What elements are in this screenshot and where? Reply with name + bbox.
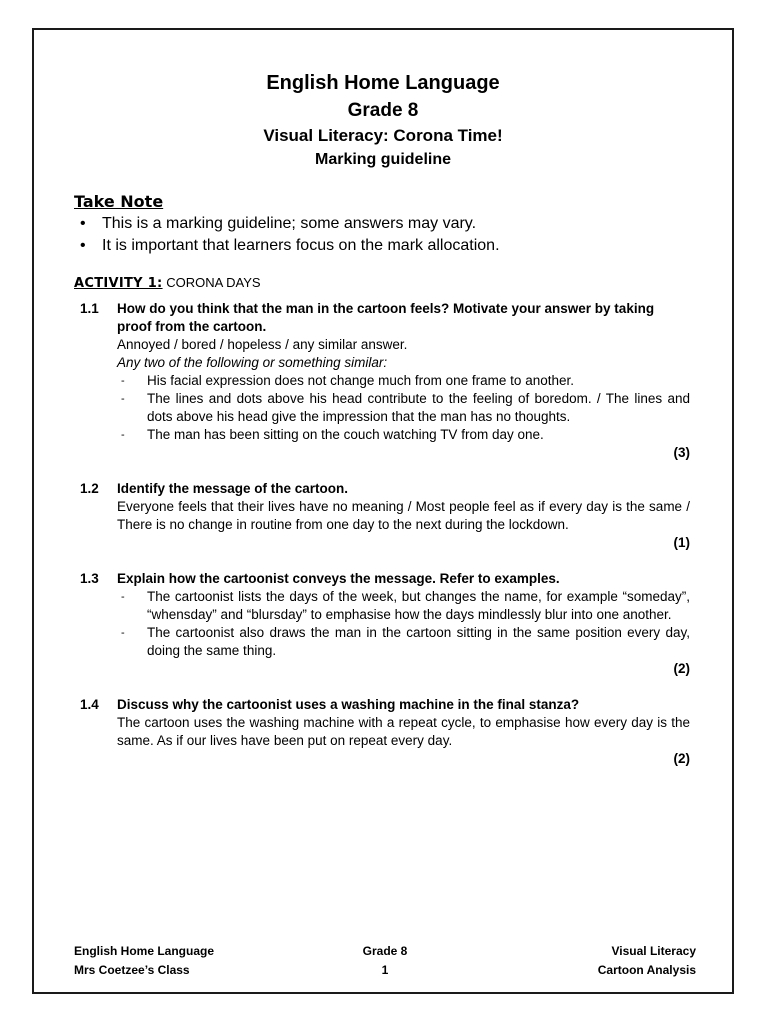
answer-points (117, 372, 690, 444)
question-number: 1.3 (80, 571, 99, 586)
footer-grade: Grade 8 (362, 944, 408, 958)
activity-title: CORONA DAYS (166, 275, 261, 290)
question-number: 1.4 (80, 697, 99, 712)
list-item: - The lines and dots above his head contribute to the feeling of boredom. / The lines and dots above his head give the impression that the man has no thoughts. (121, 391, 690, 424)
footer-section: Cartoon Analysis (597, 963, 696, 977)
bullet-icon: • (80, 237, 86, 254)
question-1-4 (80, 696, 690, 768)
footer-row-2 (74, 963, 696, 979)
question-1-3 (80, 570, 690, 678)
question-number: 1.1 (80, 301, 99, 316)
take-note-list (80, 213, 500, 257)
answer-note: Any two of the following or something similar: (117, 355, 388, 370)
dash-icon: - (121, 627, 125, 639)
bullet-icon: • (80, 215, 86, 232)
activity-heading (74, 275, 261, 291)
footer-class: Mrs Coetzee’s Class (74, 963, 190, 977)
question-text: Discuss why the cartoonist uses a washing machine in the final stanza? (117, 697, 580, 712)
mark-allocation: (1) (673, 535, 690, 550)
page-number: 1 (381, 963, 389, 977)
take-note-heading: Take Note (74, 192, 164, 211)
mark-allocation: (3) (673, 445, 690, 460)
dash-icon: - (121, 591, 125, 603)
list-item: - The man has been sitting on the couch watching TV from day one. (121, 427, 544, 442)
answer-text: Annoyed / bored / hopeless / any similar answer. (117, 337, 408, 352)
doc-subtitle: Visual Literacy: Corona Time! (263, 126, 503, 145)
dash-icon: - (121, 393, 125, 405)
activity-label: ACTIVITY 1: (74, 276, 163, 291)
answer-text: The cartoon uses the washing machine with a repeat cycle, to emphasise how every day is the same. As if our lives have been put on repeat every day. (117, 715, 690, 748)
question-text: Identify the message of the cartoon. (117, 481, 349, 496)
footer-topic: Visual Literacy (611, 944, 696, 958)
footer-row-1 (74, 944, 696, 960)
list-item: - His facial expression does not change much from one frame to another. (121, 373, 574, 388)
answer-points (117, 588, 690, 660)
question-number: 1.2 (80, 481, 99, 496)
mark-allocation: (2) (673, 661, 690, 676)
doc-title: English Home Language (266, 72, 500, 94)
list-item: - The cartoonist also draws the man in the cartoon sitting in the same position every day, doing the same thing. (121, 625, 690, 658)
doc-grade: Grade 8 (347, 100, 419, 121)
list-item: - The cartoonist lists the days of the week, but changes the name, for example “someday”, “whensday” and “blursday” to emphasise how the days mindlessly blur into one another. (121, 589, 690, 622)
list-item: • This is a marking guideline; some answers may vary. (80, 213, 500, 235)
question-text: Explain how the cartoonist conveys the message. Refer to examples. (117, 571, 560, 586)
list-item: • It is important that learners focus on the mark allocation. (80, 235, 500, 257)
question-text: How do you think that the man in the cartoon feels? Motivate your answer by taking proof from the cartoon. (117, 301, 655, 334)
dash-icon: - (121, 375, 125, 387)
mark-allocation: (2) (673, 751, 690, 766)
footer-subject: English Home Language (74, 944, 215, 958)
document-page (32, 28, 734, 994)
dash-icon: - (121, 429, 125, 441)
question-1-1 (80, 300, 690, 462)
doc-type: Marking guideline (314, 151, 451, 168)
answer-text: Everyone feels that their lives have no meaning / Most people feel as if every day is the same / There is no change in routine from one day to the next during the lockdown. (117, 499, 690, 532)
question-1-2 (80, 480, 690, 552)
